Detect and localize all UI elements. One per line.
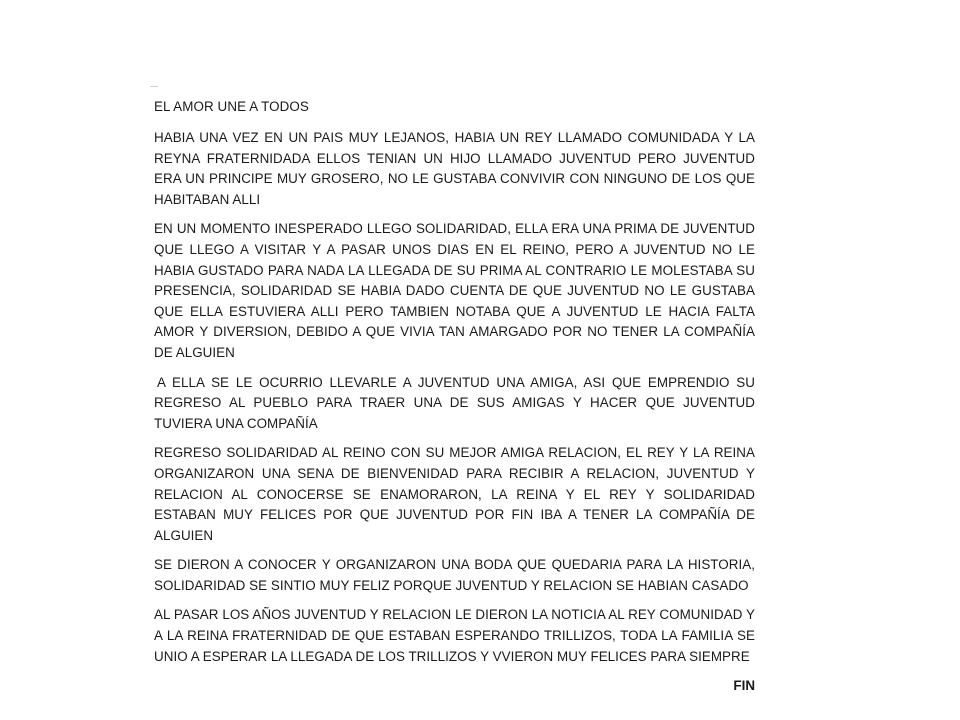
story-closing: FIN xyxy=(733,678,755,694)
story-paragraph-2: EN UN MOMENTO INESPERADO LLEGO SOLIDARIDAD, ELLA ERA UNA PRIMA DE JUVENTUD QUE LLEGO A VISITAR Y A PASAR UNOS DIAS EN EL REINO, PERO A JUVENTUD NO LE HABIA GUSTADO PARA NADA LA LLEGADA DE SU PRIMA AL CONTRARIO LE MOLESTABA SU PRESENCIA, SOLIDARIDAD SE HABIA DADO CUENTA DE QUE JUVENTUD NO LE GUSTABA QUE ELLA ESTUVIERA ALLI PERO TAMBIEN NOTABA QUE A JUVENTUD LE HACIA FALTA AMOR Y DIVERSION, DEBIDO A QUE VIVIA TAN AMARGADO POR NO TENER LA COMPAÑÍA DE ALGUIEN xyxy=(154,221,755,360)
story-title: EL AMOR UNE A TODOS xyxy=(154,99,309,114)
story-paragraph-5: SE DIERON A CONOCER Y ORGANIZARON UNA BODA QUE QUEDARIA PARA LA HISTORIA, SOLIDARIDAD SE SINTIO MUY FELIZ PORQUE JUVENTUD Y RELACION SE HABIAN CASADO xyxy=(154,557,755,593)
story-paragraph-3: A ELLA SE LE OCURRIO LLEVARLE A JUVENTUD UNA AMIGA, ASI QUE EMPRENDIO SU REGRESO AL PUEBLO PARA TRAER UNA DE SUS AMIGAS Y HACER QUE JUVENTUD TUVIERA UNA COMPAÑÍA xyxy=(154,374,755,431)
story-paragraph-1: HABIA UNA VEZ EN UN PAIS MUY LEJANOS, HABIA UN REY LLAMADO COMUNIDADA Y LA REYNA FRATERNIDADA ELLOS TENIAN UN HIJO LLAMADO JUVENTUD PERO JUVENTUD ERA UN PRINCIPE MUY GROSERO, NO LE GUSTABA CONVIVIR CON NINGUNO DE LOS QUE HABITABAN ALLI xyxy=(154,130,755,207)
story-paragraph-6: AL PASAR LOS AÑOS JUVENTUD Y RELACION LE DIERON LA NOTICIA AL REY COMUNIDAD Y A LA REINA FRATERNIDAD DE QUE ESTABAN ESPERANDO TRILLIZOS, TODA LA FAMILIA SE UNIO A ESPERAR LA LLEGADA DE LOS TRILLIZOS Y VVIERON MUY FELICES PARA SIEMPRE xyxy=(154,607,755,664)
story-paragraph-4: REGRESO SOLIDARIDAD AL REINO CON SU MEJOR AMIGA RELACION, EL REY Y LA REINA ORGANIZARON UNA SENA DE BIENVENIDAD PARA RECIBIR A RELACION, JUVENTUD Y RELACION AL CONOCERSE SE ENAMORARON, LA REINA Y EL REY Y SOLIDARIDAD ESTABAN MUY FELICES POR QUE JUVENTUD POR FIN IBA A TENER LA COMPAÑÍA DE ALGUIEN xyxy=(154,445,755,543)
page-corner-mark xyxy=(150,86,158,87)
story-page xyxy=(154,97,755,696)
